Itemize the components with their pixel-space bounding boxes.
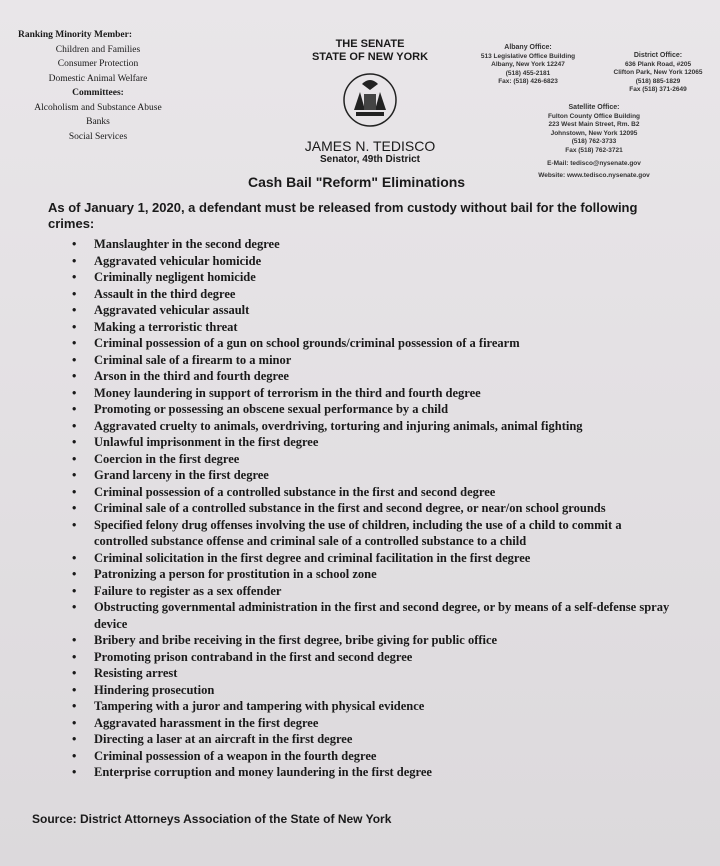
- list-item: • Assault in the third degree: [58, 286, 673, 303]
- albany-office-line: Albany, New York 12247: [491, 61, 565, 68]
- list-item: • Aggravated vehicular homicide: [58, 253, 673, 270]
- intro-paragraph: As of January 1, 2020, a defendant must be released from custody without bail for the following crimes:: [48, 200, 638, 231]
- list-item: • Promoting prison contraband in the first and second degree: [58, 649, 673, 666]
- list-item: • Enterprise corruption and money laundering in the first degree: [58, 764, 673, 781]
- satellite-office-line: 223 West Main Street, Rm. B2: [548, 121, 640, 128]
- letterhead-center: [300, 38, 440, 165]
- satellite-office-line: Fulton County Office Building: [547, 112, 641, 120]
- list-item: • Coercion in the first degree: [58, 451, 673, 468]
- satellite-office-line: Fax (518) 762-3721: [565, 146, 623, 154]
- senator-name: JAMES N. TEDISCO: [304, 138, 436, 154]
- committees-header: Committees:: [72, 88, 124, 98]
- list-item: • Criminal solicitation in the first degree and criminal facilitation in the first degree: [58, 550, 673, 567]
- list-item: • Hindering prosecution: [58, 682, 673, 699]
- district-office: [598, 52, 718, 95]
- state-heading: STATE OF NEW YORK: [311, 51, 429, 63]
- list-item: • Criminal sale of a firearm to a minor: [58, 352, 673, 369]
- list-item: • Criminal possession of a controlled substance in the first and second degree: [58, 484, 673, 501]
- website-line: Website: www.tedisco.nysenate.gov: [538, 171, 650, 179]
- satellite-office-line: (518) 762-3733: [571, 138, 617, 145]
- satellite-office-head: Satellite Office:: [568, 104, 620, 111]
- list-item: • Specified felony drug offenses involving the use of children, including the use of a child to commit a controlled substance offense and criminal sale of a controlled substance to a child: [58, 517, 673, 550]
- senator-district: Senator, 49th District: [319, 154, 421, 165]
- list-item: • Making a terroristic threat: [58, 319, 673, 336]
- committee-item: Social Services: [68, 131, 128, 142]
- albany-office-line: 513 Legislative Office Building: [480, 52, 576, 60]
- list-item: • Aggravated vehicular assault: [58, 302, 673, 319]
- crime-list: [58, 236, 673, 781]
- list-item: • Criminal possession of a weapon in the fourth degree: [58, 748, 673, 765]
- list-item: • Directing a laser at an aircraft in the first degree: [58, 731, 673, 748]
- letterhead-left-column: [18, 28, 178, 144]
- list-item: • Arson in the third and fourth degree: [58, 368, 673, 385]
- list-item: • Patronizing a person for prostitution in a school zone: [58, 566, 673, 583]
- albany-office-line: Fax: (518) 426-6823: [498, 78, 558, 85]
- albany-office: [468, 44, 588, 87]
- district-office-line: (518) 885-1829: [635, 77, 681, 85]
- list-item: • Criminal possession of a gun on school grounds/criminal possession of a firearm: [58, 335, 673, 352]
- list-item: • Criminal sale of a controlled substance in the first and second degree, or near/on school grounds: [58, 500, 673, 517]
- ranking-item: Consumer Protection: [57, 59, 139, 69]
- ranking-item: Domestic Animal Welfare: [48, 73, 148, 84]
- senate-heading: THE SENATE: [335, 38, 405, 50]
- list-item: • Resisting arrest: [58, 665, 673, 682]
- list-item: • Failure to register as a sex offender: [58, 583, 673, 600]
- list-item: • Tampering with a juror and tampering with physical evidence: [58, 698, 673, 715]
- list-item: • Bribery and bribe receiving in the first degree, bribe giving for public office: [58, 632, 673, 649]
- list-item: • Promoting or possessing an obscene sexual performance by a child: [58, 401, 673, 418]
- list-item: • Aggravated harassment in the first degree: [58, 715, 673, 732]
- district-office-head: District Office:: [633, 52, 683, 59]
- district-office-line: Clifton Park, New York 12065: [613, 69, 703, 76]
- ranking-header: Ranking Minority Member:: [18, 30, 132, 40]
- albany-office-line: (518) 455-2181: [505, 69, 551, 77]
- source-note: Source: District Attorneys Association of the State of New York: [32, 812, 392, 826]
- committee-item: Banks: [86, 117, 110, 127]
- email-line: E-Mail: tedisco@nysenate.gov: [547, 160, 641, 167]
- satellite-office-line: Johnstown, New York 12095: [550, 129, 638, 137]
- satellite-office: [528, 104, 660, 180]
- committee-item: Alcoholism and Substance Abuse: [34, 102, 162, 113]
- albany-office-head: Albany Office:: [504, 44, 552, 51]
- list-item: • Grand larceny in the first degree: [58, 467, 673, 484]
- district-office-line: Fax (518) 371-2649: [629, 86, 687, 93]
- list-item: • Unlawful imprisonment in the first degree: [58, 434, 673, 451]
- document-title: Cash Bail "Reform" Eliminations: [248, 174, 466, 190]
- list-item: • Manslaughter in the second degree: [58, 236, 673, 253]
- list-item: • Money laundering in support of terrorism in the third and fourth degree: [58, 385, 673, 402]
- state-seal-icon: [340, 70, 400, 130]
- district-office-line: 636 Plank Road, #205: [624, 60, 692, 68]
- ranking-item: Children and Families: [55, 44, 141, 55]
- list-item: • Aggravated cruelty to animals, overdriving, torturing and injuring animals, animal fighting: [58, 418, 673, 435]
- list-item: • Obstructing governmental administration in the first and second degree, or by means of a self-defense spray device: [58, 599, 673, 632]
- list-item: • Criminally negligent homicide: [58, 269, 673, 286]
